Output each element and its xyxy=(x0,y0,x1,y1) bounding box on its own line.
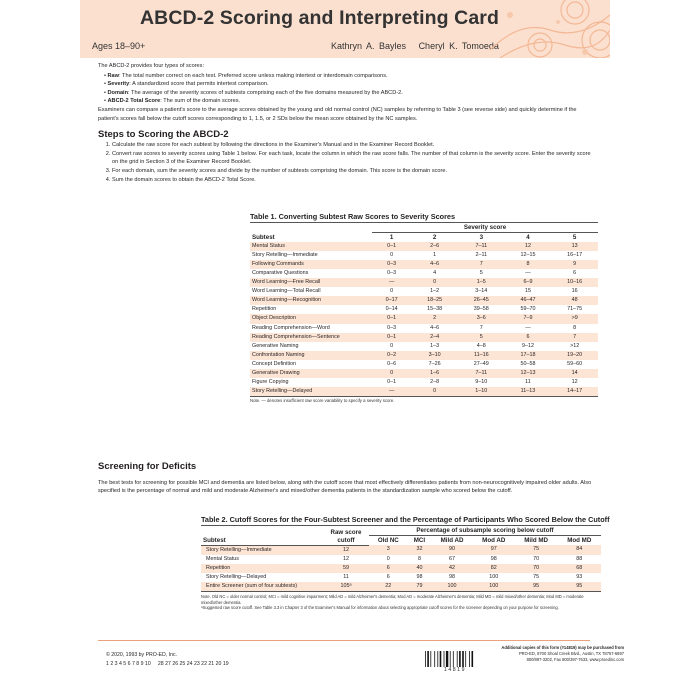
table2-footnote: ᵃSuggested raw score cutoff. See Table 3.3 in Chapter 3 of the Examiner's Manual for information about selecting appropriate cutoff scores for the screener depending on your purpose for screening. xyxy=(201,605,559,611)
table-cell: 70 xyxy=(515,564,558,573)
subtest-name: Reading Comprehension—Sentence xyxy=(250,333,372,342)
barcode-bar xyxy=(465,651,466,667)
table-cell: 1 xyxy=(433,252,437,259)
authors xyxy=(331,41,499,51)
table-row xyxy=(250,369,598,378)
table-row xyxy=(201,582,601,592)
table-cell: 98 xyxy=(416,573,423,580)
table-cell: 2–6 xyxy=(411,242,458,251)
table-cell: 32 xyxy=(408,545,432,555)
subtest-name: Generative Drawing xyxy=(250,369,372,378)
barcode-bar xyxy=(430,651,431,667)
table-row xyxy=(201,555,601,564)
table-cell: 14 xyxy=(551,369,598,378)
table-row xyxy=(250,314,598,323)
table-row xyxy=(250,305,598,314)
subtest-name: Following Commands xyxy=(250,260,372,269)
list-item: 2. Convert raw scores to severity scores using Table 1 below. For each task, locate the column in which the raw score falls. The number of that column is the severity score. Enter the severity score on the grid in Section 3 of the Examiner Record Booklet. xyxy=(112,150,593,167)
table-cell: 0–3 xyxy=(387,324,397,331)
table-row xyxy=(250,378,598,387)
table-cell: — xyxy=(525,270,531,277)
screening-paragraph: The best tests for screening for possible MCI and dementia are listed below, along with the cutoff score that most effectively differentiates patients from non-neurocognitively impaired older adults. Also specified is the percentage of normal and mild and moderate Alzheimer's and mixed/other dementia patients in the standardization sample who scored below the cutoff. xyxy=(98,479,592,494)
table2-note: Note. Old NC = older normal control; MCI = mild cognitive impairment; Mild AD = mild Alzheimer's dementia; Mod AD = moderate Alzheimer's dementia; Mild MD = mild mixed/other dementia; Mod MD = moderate mixed/other dementia. xyxy=(201,593,584,605)
table-cell: 75 xyxy=(533,573,540,580)
table-cell: 59–70 xyxy=(520,306,536,313)
table-cell: 84 xyxy=(558,545,601,555)
ordering-line: PRO-ED, 8700 Shoal Creek Blvd., Austin, TX 78757-6897 xyxy=(518,650,624,656)
table-cell: 48 xyxy=(551,296,598,305)
table-cell: 16 xyxy=(571,288,578,295)
column-header: Mod MD xyxy=(567,537,592,545)
table-cell: 98 xyxy=(449,573,456,580)
print-run-numbers: 1 2 3 4 5 6 7 8 9 10 28 27 26 25 24 23 22 21 20 19 xyxy=(106,661,229,667)
table2-notes xyxy=(201,594,601,611)
table-cell: — xyxy=(372,278,411,287)
table-cell: 68 xyxy=(558,564,601,573)
table-cell: 59 xyxy=(323,564,369,573)
copyright: © 2020, 1993 by PRO-ED, Inc. xyxy=(106,652,178,658)
age-range: Ages 18–90+ xyxy=(92,41,146,51)
table-cell: — xyxy=(525,324,531,331)
cutoff-table xyxy=(201,525,601,592)
table-cell: 7–11 xyxy=(458,369,505,378)
table-cell: 11–16 xyxy=(458,351,505,360)
author-name: Kathryn A. Bayles xyxy=(331,41,407,51)
table-cell: 11 xyxy=(525,378,531,385)
column-header: 1 xyxy=(389,234,394,242)
table-cell: 42 xyxy=(431,564,472,573)
subtest-name: Repetition xyxy=(201,564,323,573)
table-cell: 19–20 xyxy=(551,351,598,360)
table-cell: 40 xyxy=(408,564,432,573)
column-header: 4 xyxy=(526,234,530,242)
table-row xyxy=(201,573,601,582)
table2-block xyxy=(201,515,610,611)
table-cell: 0–2 xyxy=(372,351,411,360)
table2-caption: Table 2. Cutoff Scores for the Four-Subtest Screener and the Percentage of Participants Who Scored Below the Cutoff xyxy=(201,515,610,524)
table-cell: 12–13 xyxy=(505,369,552,378)
header-band xyxy=(80,0,610,58)
table-cell: 59–60 xyxy=(567,360,583,367)
table-cell: 11 xyxy=(343,573,349,580)
list-item: • ABCD-2 Total Score: The sum of the domain scores. xyxy=(104,97,593,106)
table-row xyxy=(250,351,598,360)
barcode-bar xyxy=(472,651,474,667)
barcode-bar xyxy=(440,651,442,667)
subtest-name: Figure Copying xyxy=(252,378,289,385)
footer-divider xyxy=(98,640,590,641)
table-row xyxy=(201,545,601,555)
table-cell: 79 xyxy=(408,582,432,592)
table-cell: 0–6 xyxy=(387,360,397,367)
table-cell: 9–10 xyxy=(475,378,488,385)
barcode-bar xyxy=(459,651,461,667)
table-cell: 1–3 xyxy=(430,342,440,349)
table-cell: 2–11 xyxy=(475,252,488,259)
subtest-name: Word Learning—Free Recall xyxy=(250,278,372,287)
table-row xyxy=(250,269,598,278)
column-header: Raw score cutoff xyxy=(323,526,369,546)
table-cell: 4–8 xyxy=(476,342,486,349)
list-item: • Domain: The average of the severity scores of subtests comprising each of the five domains measured by the ABCD-2. xyxy=(104,89,593,98)
table-row xyxy=(201,564,601,573)
barcode-bar xyxy=(425,651,426,667)
table-cell: 16–17 xyxy=(567,252,583,259)
table-cell: 2–4 xyxy=(411,333,458,342)
table-cell: 100 xyxy=(473,582,515,592)
table-cell: 22 xyxy=(369,582,408,592)
table-row xyxy=(250,360,598,369)
table-cell: 6 xyxy=(386,573,390,580)
column-header: MCI xyxy=(413,537,426,545)
table-cell: 8 xyxy=(417,555,421,562)
subtest-name: Repetition xyxy=(252,306,277,313)
screening-section xyxy=(98,461,593,501)
table-row xyxy=(250,333,598,342)
barcode-bar xyxy=(462,651,464,667)
subtest-name: Concept Definition xyxy=(252,360,297,367)
score-types-list xyxy=(104,72,593,106)
barcode-bar xyxy=(434,651,435,667)
table-cell: 18–25 xyxy=(411,296,458,305)
intro-lead: The ABCD-2 provides four types of scores: xyxy=(98,63,205,69)
barcode-bar xyxy=(450,651,451,667)
table-cell: 0 xyxy=(390,252,394,259)
subtest-name: Story Retelling—Delayed xyxy=(206,573,267,580)
barcode-bar xyxy=(444,651,445,667)
table-cell: 39–58 xyxy=(473,306,489,313)
table-cell: 7 xyxy=(458,260,505,269)
table-cell: 8 xyxy=(505,260,552,269)
table-cell: 7–26 xyxy=(428,360,441,367)
table-cell: >9 xyxy=(551,314,598,323)
table-cell: 13 xyxy=(551,242,598,251)
subtest-name: Entire Screener (sum of four subtests) xyxy=(201,582,323,592)
table-cell: 67 xyxy=(449,555,456,562)
table-cell: 0–1 xyxy=(387,378,397,385)
table-cell: 0–3 xyxy=(387,270,397,277)
table-cell: 3–10 xyxy=(411,351,458,360)
table-cell: 4–6 xyxy=(430,324,440,331)
table-cell: 6 xyxy=(369,564,408,573)
table-cell: 17–18 xyxy=(505,351,552,360)
table-cell: 3 xyxy=(369,545,408,555)
table-cell: 100 xyxy=(431,582,472,592)
barcode-bar xyxy=(437,651,438,667)
subtest-name: Comparative Questions xyxy=(252,270,309,277)
table-cell: 6 xyxy=(573,270,577,277)
decorative-pattern-icon xyxy=(480,0,610,58)
ordering-line: 800/897-3202, Fax 800/397-7633, www.proedinc.com xyxy=(526,656,624,662)
table-cell: 12 xyxy=(571,378,578,385)
intro-section xyxy=(98,62,593,184)
list-item: 4. Sum the domain scores to obtain the ABCD-2 Total Score. xyxy=(112,176,593,185)
column-header: 5 xyxy=(572,234,577,242)
column-header: 2 xyxy=(432,234,437,242)
table-cell: 12 xyxy=(323,545,369,555)
severity-group-header: Severity score xyxy=(372,223,598,233)
ordering-info xyxy=(498,645,624,663)
table-cell: 105ᵃ xyxy=(323,582,369,592)
table-cell: 95 xyxy=(558,582,601,592)
table-row xyxy=(250,296,598,305)
subtest-name: Confrontation Naming xyxy=(250,351,372,360)
table-cell: 88 xyxy=(576,555,583,562)
table-cell: 3–14 xyxy=(475,288,488,295)
table-row xyxy=(250,287,598,296)
table-cell: 3–6 xyxy=(458,314,505,323)
copyright-block xyxy=(106,651,229,669)
scoring-card-page xyxy=(80,0,624,690)
table-cell: 0 xyxy=(372,369,411,378)
table-cell: 100 xyxy=(489,573,499,580)
table-cell: 0 xyxy=(411,278,458,287)
table-row xyxy=(250,387,598,397)
intro-paragraph: Examiners can compare a patient's score to the average scores obtained by the young and old normal control (NC) samples by referring to Table 3 (see reverse side) and quickly determine if the patient's scores fall below the cutoff scores corresponding to 1, 1.5, or 2 SDs below the mean score obtained by the NC samples. xyxy=(98,106,577,122)
subtest-name: Story Retelling—Immediate xyxy=(201,545,323,555)
page-title: ABCD-2 Scoring and Interpreting Card xyxy=(140,7,499,29)
subtest-name: Story Retelling—Immediate xyxy=(252,252,318,259)
column-header: Mod AD xyxy=(482,537,506,545)
table-row xyxy=(250,251,598,260)
column-header: Mild AD xyxy=(440,537,464,545)
subtest-name: Word Learning—Recognition xyxy=(250,296,372,305)
table-cell: 2 xyxy=(411,314,458,323)
severity-table-body xyxy=(250,242,598,396)
table-cell: 8 xyxy=(573,324,577,331)
table-cell: 0–1 xyxy=(372,314,411,323)
list-item: • Severity: A standardized score that permits intertest comparison. xyxy=(104,80,593,89)
table-cell: 5 xyxy=(479,270,483,277)
table-cell: 1–2 xyxy=(430,288,440,295)
table-cell: 50–58 xyxy=(520,360,536,367)
table-cell: 4–6 xyxy=(411,260,458,269)
percentage-group-header: Percentage of subsample scoring below cutoff xyxy=(369,526,601,536)
table-cell: 71–75 xyxy=(567,306,583,313)
table-cell: 11–13 xyxy=(505,387,552,397)
table1-note: Note. — denotes insufficient raw score variability to specify a severity score. xyxy=(250,397,395,403)
table-cell: 0–14 xyxy=(385,306,398,313)
table-row xyxy=(250,260,598,269)
table-cell: 46–47 xyxy=(505,296,552,305)
table-row xyxy=(250,278,598,287)
column-header: Subtest xyxy=(201,526,323,546)
subtest-name: Word Learning—Total Recall xyxy=(252,288,321,295)
column-header: Subtest xyxy=(252,233,275,241)
table1-block xyxy=(250,212,598,404)
table-cell: 95 xyxy=(515,582,558,592)
table-cell: 10–16 xyxy=(551,278,598,287)
table-cell: 12 xyxy=(343,555,349,562)
table-row xyxy=(250,324,598,333)
table-cell: 1–5 xyxy=(458,278,505,287)
barcode-bar xyxy=(427,651,429,667)
table-cell: 27–49 xyxy=(473,360,489,367)
barcode-number: 14819 xyxy=(444,667,466,673)
barcode-icon xyxy=(425,651,485,667)
table-cell: 6 xyxy=(505,333,552,342)
table-cell: 15 xyxy=(524,288,531,295)
subtest-name: Generative Naming xyxy=(252,342,299,349)
subtest-name: Mental Status xyxy=(250,242,372,251)
table-cell: 9 xyxy=(551,260,598,269)
table-cell: 12 xyxy=(505,242,552,251)
table-cell: 0 xyxy=(386,555,390,562)
table-cell: 12–15 xyxy=(520,252,536,259)
table-cell: 2–8 xyxy=(430,378,440,385)
steps-list xyxy=(98,141,593,184)
table-row xyxy=(250,242,598,251)
table-cell: 26–45 xyxy=(458,296,505,305)
table-cell: 0–17 xyxy=(372,296,411,305)
table-cell: 90 xyxy=(431,545,472,555)
column-header: Mild MD xyxy=(524,537,548,545)
table-cell: 5 xyxy=(458,333,505,342)
table-cell: 4 xyxy=(433,270,437,277)
column-header: 3 xyxy=(479,234,484,242)
table-cell: >12 xyxy=(570,342,580,349)
table-cell: 0–1 xyxy=(372,242,411,251)
table-cell: 93 xyxy=(576,573,583,580)
table-cell: 7–11 xyxy=(458,242,505,251)
table-cell: 14–17 xyxy=(551,387,598,397)
list-item: 1. Calculate the raw score for each subtest by following the directions in the Examiner's Manual and in the Examiner Record Booklet. xyxy=(112,141,593,150)
table-cell: 0 xyxy=(390,342,394,349)
table-cell: 7 xyxy=(551,333,598,342)
ordering-line: Additional copies of this form (#14819) may be purchased from xyxy=(501,645,624,650)
barcode-bar xyxy=(446,651,448,667)
table-cell: 82 xyxy=(473,564,515,573)
table1-caption: Table 1. Converting Subtest Raw Scores to Severity Scores xyxy=(250,212,456,221)
table-cell: 7 xyxy=(479,324,483,331)
list-item: • Raw: The total number correct on each test. Preferred score unless making intertest or interdomain comparisons. xyxy=(104,72,593,81)
table-cell: — xyxy=(372,387,411,397)
table-cell: 7–9 xyxy=(505,314,552,323)
table-row xyxy=(250,342,598,351)
table-cell: 15–38 xyxy=(427,306,443,313)
table-cell: 0 xyxy=(411,387,458,397)
table-cell: 98 xyxy=(490,555,497,562)
table-cell: 75 xyxy=(515,545,558,555)
table-cell: 9–12 xyxy=(521,342,534,349)
barcode-bar xyxy=(469,651,470,667)
subtest-name: Reading Comprehension—Word xyxy=(252,324,330,331)
table-cell: 70 xyxy=(533,555,540,562)
table-cell: 0–3 xyxy=(372,260,411,269)
table-cell: 97 xyxy=(473,545,515,555)
cutoff-table-body xyxy=(201,545,601,591)
table-cell: 1–6 xyxy=(411,369,458,378)
subtest-name: Object Description xyxy=(250,314,372,323)
barcode-bar xyxy=(457,651,458,667)
severity-table xyxy=(250,222,598,397)
author-name: Cheryl K. Tomoeda xyxy=(418,41,499,51)
subtest-name: Mental Status xyxy=(206,555,239,562)
table-cell: 6–9 xyxy=(505,278,552,287)
table-cell: 0–1 xyxy=(372,333,411,342)
table-cell: 0 xyxy=(390,288,394,295)
table-cell: 1–10 xyxy=(458,387,505,397)
steps-heading: Steps to Scoring the ABCD-2 xyxy=(98,129,229,141)
column-header: Old NC xyxy=(377,537,399,545)
barcode-bar xyxy=(453,651,454,667)
subtest-name: Story Retelling—Delayed xyxy=(250,387,372,397)
screening-heading: Screening for Deficits xyxy=(98,461,197,472)
list-item: 3. For each domain, sum the severity scores and divide by the number of subtests comprising the domain. This score is the domain score. xyxy=(112,167,593,176)
